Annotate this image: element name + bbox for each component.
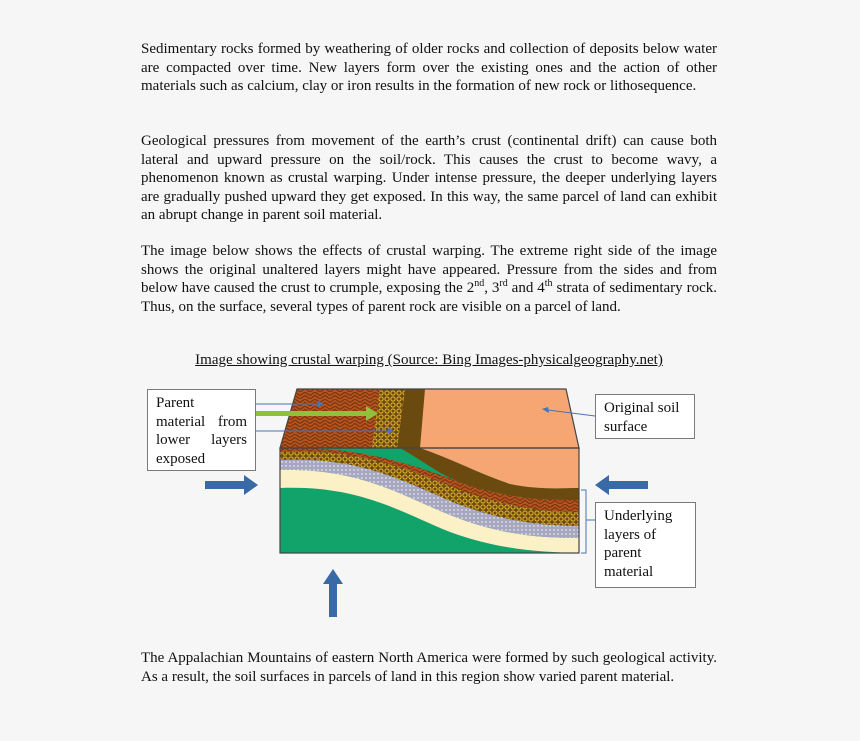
p3-text-4: strata of sedimentary rock. Thus, on the surface, several types of parent rock are visible on a parcel of land.: [141, 280, 717, 315]
label-underlying-layers: Underlying layers of parent material: [595, 502, 696, 588]
paragraph-geological-pressures: Geological pressures from movement of the earth’s crust (continental drift) can cause both lateral and upward pressure on the soil/rock. This causes the crust to become wavy, a phenomenon known as crustal warping. Under intense pressure, the deeper underlying layers are gradually pushed upward they get exposed. In this way, the same parcel of land can exhibit an abrupt change in parent soil material.: [141, 133, 717, 223]
label-original-surface: Original soil surface: [595, 394, 695, 439]
top-surface: [280, 389, 579, 448]
paragraph-appalachian: The Appalachian Mountains of eastern North America were formed by such geological activity. As a result, the soil surfaces in parcels of land in this region show varied parent material.: [141, 650, 717, 685]
figure-caption: Image showing crustal warping (Source: Bing Images-physicalgeography.net): [195, 352, 663, 368]
p3-text-2: , 3: [484, 280, 500, 296]
paragraph-sedimentary-rocks: Sedimentary rocks formed by weathering of older rocks and collection of deposits below water are compacted over time. New layers form over the existing ones and the action of other materials such as calcium, clay or iron results in the formation of new rock or lithosequence.: [141, 41, 717, 94]
p3-sup-th: th: [544, 278, 553, 289]
underlying-bracket: [581, 490, 595, 553]
p3-sup-nd: nd: [474, 278, 485, 289]
bottom-pressure-arrow: [323, 569, 343, 617]
p3-text-1: The image below shows the effects of crustal warping. The extreme right side of the image shows the original unaltered layers might have appeared. Pressure from the sides and from below have caused the crust to crumple, exposing the 2: [141, 243, 717, 296]
left-pressure-arrow: [205, 475, 258, 495]
p3-sup-rd: rd: [499, 278, 508, 289]
front-face-layers: [280, 448, 579, 553]
right-pressure-arrow: [595, 475, 648, 495]
green-arrow-shaft: [256, 411, 366, 416]
p3-text-3: and 4: [507, 280, 545, 296]
label-parent-material: Parent material from lower layers exposed: [147, 389, 256, 471]
